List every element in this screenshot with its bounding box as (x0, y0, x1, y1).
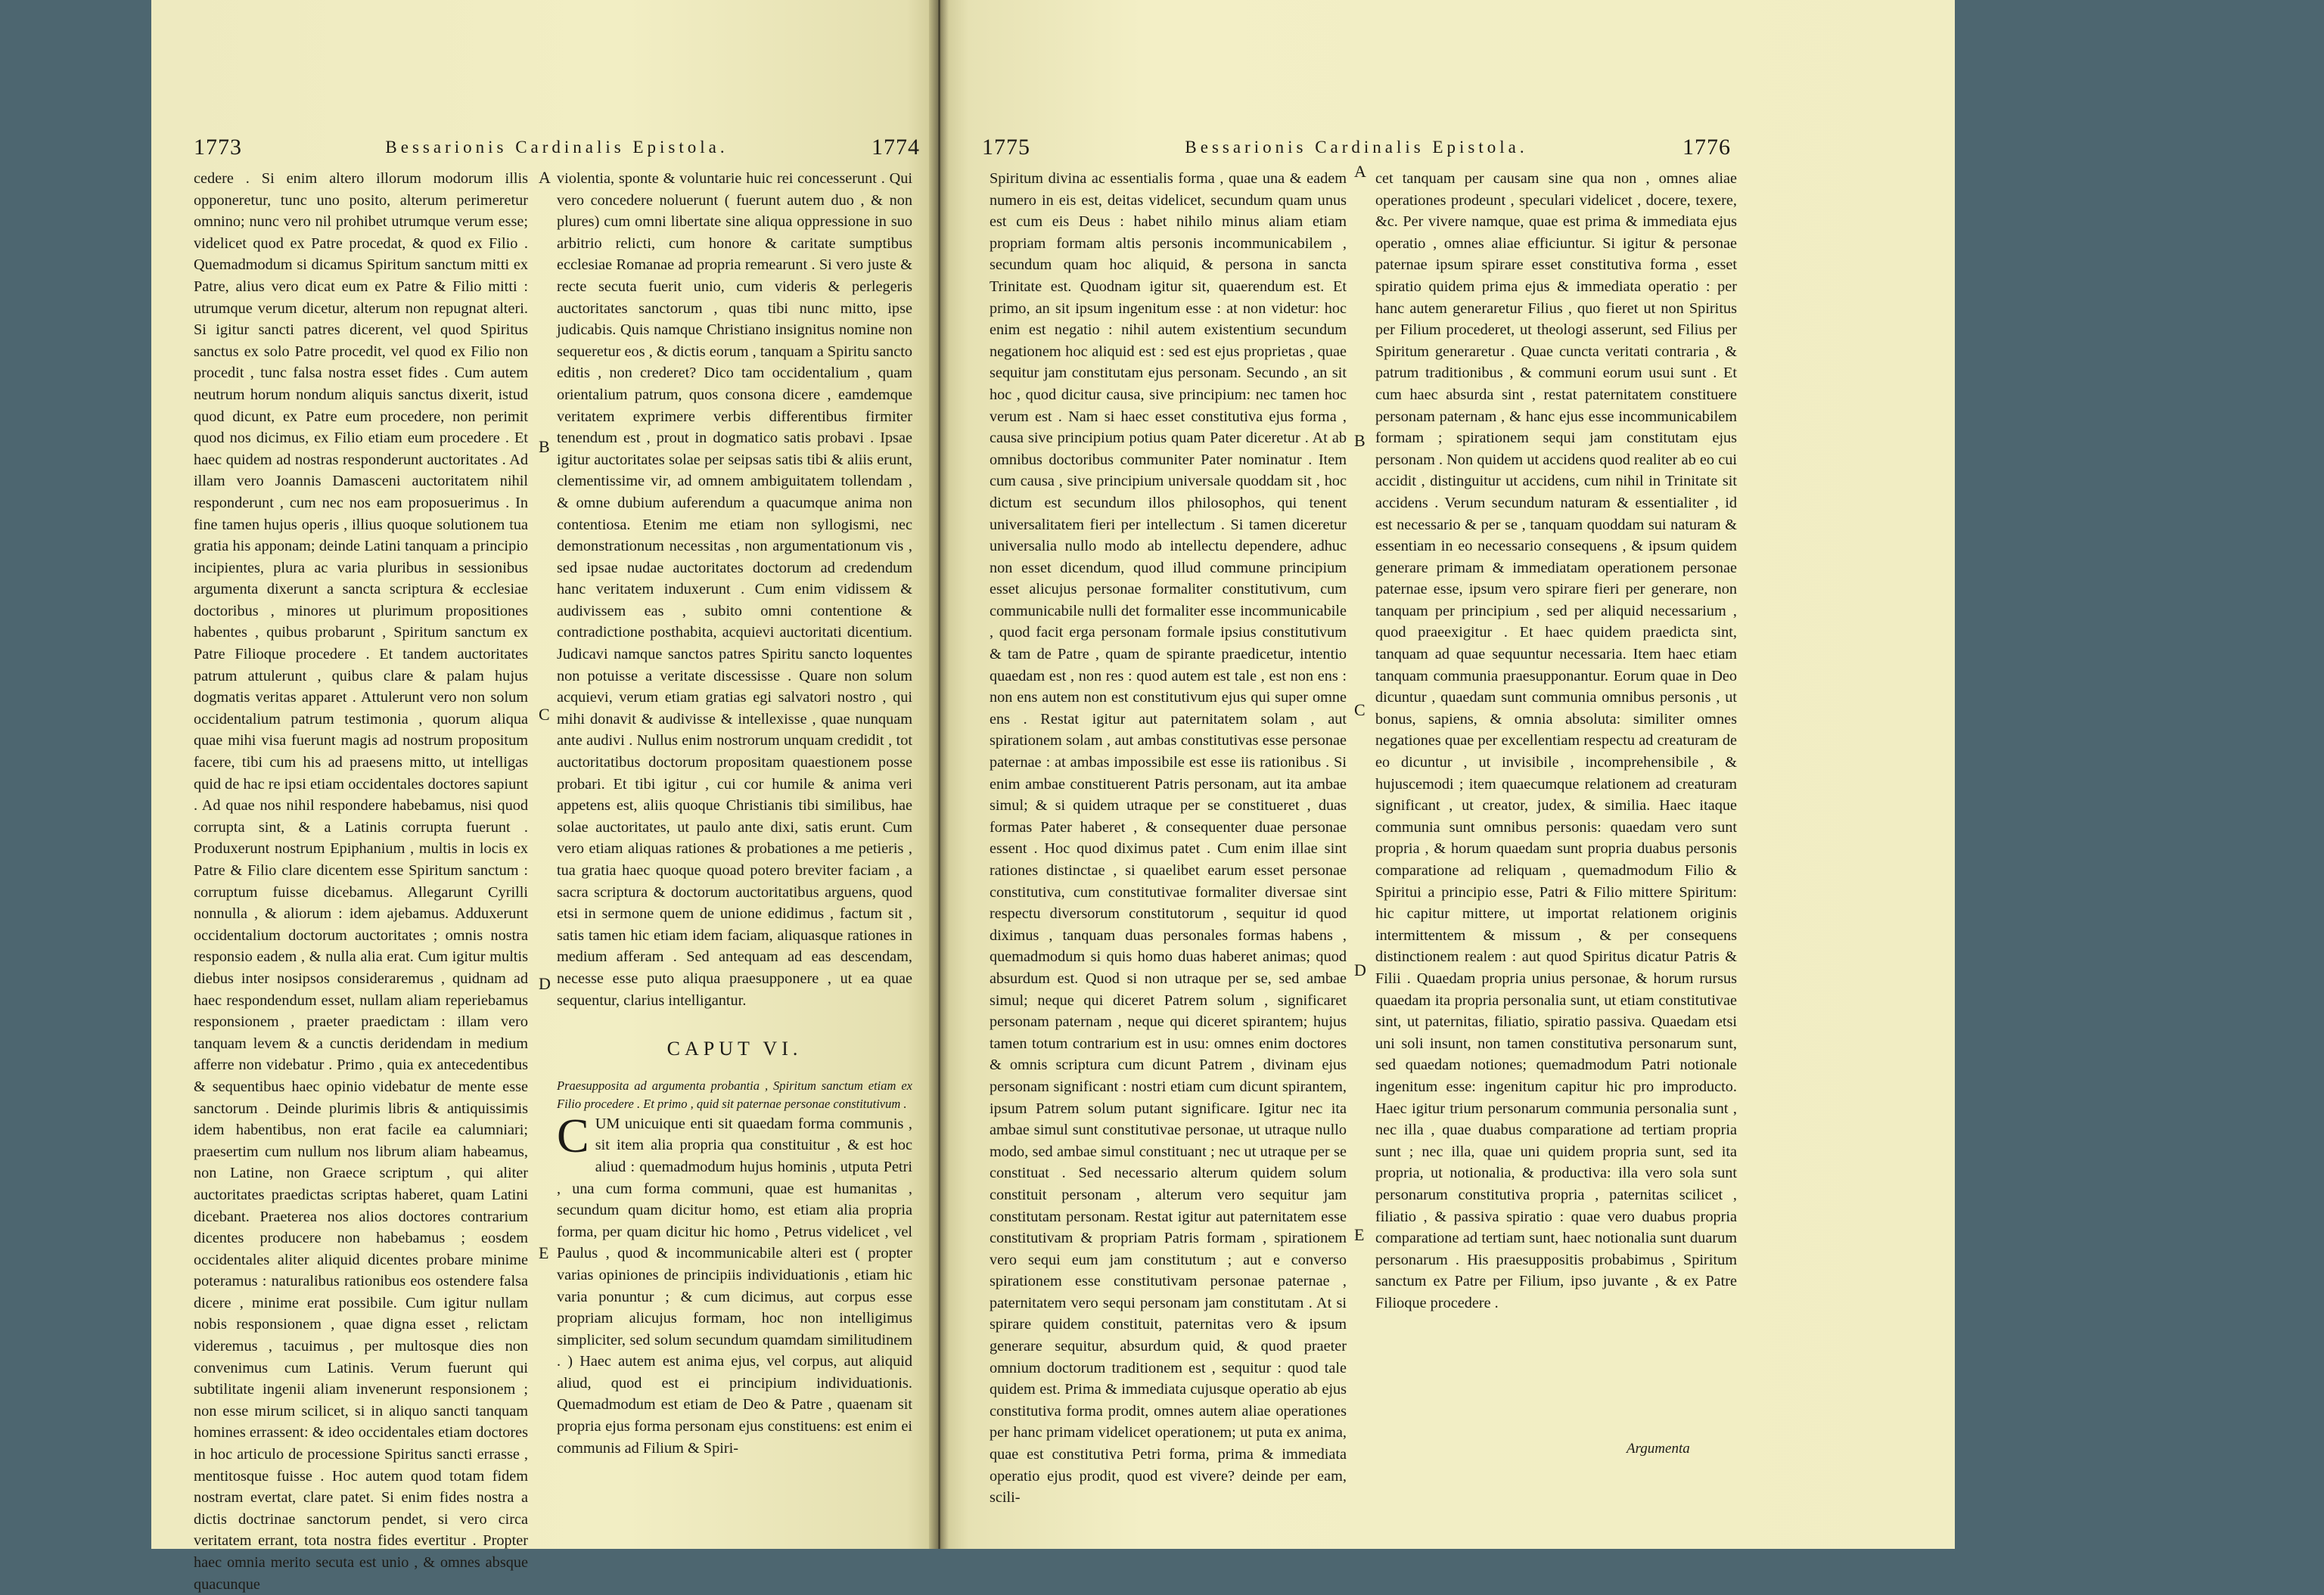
right-page-header (982, 129, 1731, 166)
book-gutter (929, 0, 949, 1549)
column-text: violentia, sponte & voluntarie huic rei concesserunt . Qui vero concedere noluerunt ( fuerunt autem duo , & non plures) cum omni libertate sine aliqua oppressione in suo arbitrio relicti, cum honore & caritate sumptibus ecclesiae Romanae ad propria remearunt . Si vero juste & recte secuta fuerit unio, cum videris & perlegeris auctoritates sanctorum , quas tibi nunc mitto, ipse judicabis. Quis namque Christiano insignitus nomine non sequeretur eos , & dictis eorum , tanquam a Spiritu sancto editis , non crederet? Dico tam occidentalium , quam orientalium patrum, quos consona dicere , eamdemque veritatem exprimere verbis differentibus firmiter tenendum est , prout in dogmatico satis probavi . Ipsae igitur auctoritates solae per seipsas satis tibi & aliis erunt, clementissime vir, ad omnem ambiguitatem tollendam , & omne dubium auferendum a quacumque anima non contentiosa. Etenim me etiam non syllogismi, nec demonstrationum necessitas , non argumentationum vis , sed ipsae nudae auctoritates doctorum ad credendum hanc veritatem induxerunt . Cum enim vidissem & audivissem eas , subito omni contentione & contradictione posthabita, acquievi auctoritati dicentium. Judicavi namque sanctos patres Spiritu sancto loquentes non potuisse a veritate discessisse . Quare non solum acquievi, verum etiam gratias egi salvatori nostro , qui mihi donavit & audivisse & intellexisse , quae nunquam ante audivi . Nullus enim nostrorum unquam credidit , tot auctoritatibus doctorum propositam quaestionem posse probari. Et tibi igitur , cui cor humile & anima veri appetens est, aliis quoque Christianis tibi similibus, hae solae auctoritates, ut paulo ante dixi, satis erunt. Cum vero etiam aliquas rationes & probationes a me petieris , tua gratia haec quoque quoad potero breviter faciam , a sacra scriptura & doctorum auctoritatibus arguens, quod etsi in sermone quem de unione edidimus , factum sit , satis tamen hic etiam idem faciam, aliquasque rationes in medium afferam . Sed antequam ad eas descendam, necesse esse puto aliqua praesupponere , ut ea quae sequentur, clarius intelligantur. (557, 170, 912, 1009)
margin-marker-c: C (539, 705, 550, 724)
running-title-right: Bessarionis Cardinalis Epistola. (1185, 138, 1528, 157)
column-text: Spiritum divina ac essentialis forma , quae una & eadem numero in eis est, deitas videlicet, secundum quam unus est cum eis Deus : habet nihilo minus aliam etiam propriam formam altis personis incommunicabilem , secundum quam hoc aliquid, & persona in sancta Trinitate est. Quodnam igitur sit, quaerendum est. Et primo, an sit ipsum ingenitum esse : at non videtur: hoc enim est negatio : nihil autem existentium secundum negationem hoc aliquid est : sed est ejus proprietas , quae sequitur jam constitutam ejus personam. Secundo , an sit hoc , quod dicitur causa, sive principium: nec tamen hoc verum est . Nam si haec esset constitutiva ejus forma , causa sive principium potius quam Pater diceretur . At ab omnibus doctoribus communiter Pater nominatur . Item cum causa , sive principium universale quoddam sit , hoc dictum est secundum illos philosophos, qui tenent universalitatem fieri per intellectum . Si tamen diceretur universalia nullo modo ab intellectu dependere, adhuc non esset dicendum, quod illud commune principium esset alicujus personae formaliter constitutivum, cum communicabile nulli det formaliter esse incommunicabile , quod facit erga personam formale ipsius constitutivum & tam de Patre , quam de spirante praedicetur, intentio quaedam est , non res : quod autem est tale , est non ens : non ens autem non est constitutivum ejus qui super omne ens . Restat igitur aut paternitatem solam , aut spirationem solam , aut ambas constitutivas esse personae paternae : at ambas impossibile est esse iis rationibus . Si enim ambae constituerent Patris personam, aut ita ambae simul; & si quidem utraque per se constitueret , duas formas Pater haberet , & consequenter duae personae essent . Hoc quod diximus patet . Cum enim illae sint rationes distinctae , si quaelibet earum esset personae constitutiva, cum constitutivae formaliter diversae sint respectu diversorum constitutorum , sequitur id quod diximus , tanquam duas personales formas habens , quemadmodum si quis homo duas haberet animas; quod absurdum est. Quod si non utraque per se, sed ambae simul; neque qui diceret Patrem solum , significaret personam paternam , neque qui diceret spirantem; hujus tamen totum contrarium est in usu: omnes enim doctores & omnis scriptura cum dicunt Patrem , divinam ejus personam significant : nostri etiam cum dicunt spirantem, ipsum Patrem solum putant significare. Igitur nec ita ambae simul sunt constitutivae personae, ut utraque nullo modo, sed ambae simul constituant ; nec ut utraque per se constituat . Sed necessario alterum quidem solum constituit personam , alterum vero sequitur jam constitutam personam. Restat igitur aut paternitatem esse constitutivam & propriam Patris formam , spirationem vero sequi eum jam constitutum ; aut e converso spirationem esse constitutivam personae paternae , paternitatem vero sequi personam jam constitutam . At si spirare quidem constituit, paternitas vero & ipsum generare sequitur, absurdum quid, & quod praeter omnium doctorum traditionem est , sequitur : quod tale quidem est. Prima & immediata cujusque operatio ab ejus constitutiva forma prodit, omnes autem aliae operationes per hanc primam videlicet operationem; ut puta ex anima, quae est constitutiva Petri forma, prima & immediata operatio ejus prodit, quod est vivere? deinde per eam, scili- (990, 170, 1347, 1507)
margin-marker-b: B (539, 437, 550, 456)
margin-marker-a: A (539, 168, 551, 187)
margin-marker-b: B (1354, 431, 1366, 450)
margin-marker-d: D (1354, 960, 1366, 979)
chapter-summary: Praesupposita ad argumenta probantia , Spiritum sanctum etiam ex Filio procedere . Et primo , quid sit paternae personae constitutivum . (557, 1078, 912, 1111)
running-title-left: Bessarionis Cardinalis Epistola. (385, 138, 729, 157)
page-number-1775: 1775 (982, 135, 1030, 160)
margin-marker-c: C (1354, 700, 1366, 719)
left-page-header (194, 129, 920, 166)
left-page-column-2 (557, 168, 912, 1459)
margin-marker-d: D (539, 974, 551, 993)
column-text: cet tanquam per causam sine qua non , omnes aliae operationes prodeunt , speculari videlicet , docere, texere, &c. Per vivere namque, quae est prima & immediata ejus operatio , omnes aliae efficiuntur. Si igitur & personae paternae ipsum spirare esset constitutiva forma , esset spiratio quidem prima ejus & immediata operatio : per hanc autem generaretur Filius , quo fieret ut non Spiritus per Filium procederet, ut theologi asserunt, sed Filius per Spiritum generaretur . Quae cuncta veritati contraria , & patrum traditionibus , & communi eorum usui sunt . Et cum haec absurda sint , restat paternitatem constituere personam paternam , & hanc ejus esse incommunicabilem formam ; spirationem sequi jam constitutam ejus personam . Non quidem ut accidens quod realiter ab eo cui accidit , distinguitur ut accidens, cum nihil in Trinitate sit accidens . Verum secundum naturam & essentialiter , id est necessario & per se , tanquam quoddam sui naturam & essentiam in eo necessario consequens , & ipsum quidem generare primam & immediatam operationem personae paternae esse, ipsum vero spirare fieri per generare, non tanquam per principium , sed per aliquid necessarium , quod praeexigitur . Et haec quidem praedicta sint, tanquam ad quae sequuntur necessaria. Item haec etiam tanquam communia praesupponantur. Eorum quae in Deo dicuntur , quaedam sunt communia omnibus personis , ut bonus, sapiens, & omnia absoluta: similiter omnes negationes quae per excellentiam respectu ad creaturam de eo dicuntur , ut invisibile , incomprehensibile , & hujuscemodi ; item quaecumque relationem ad creaturam significant , ut creator, judex, & similia. Haec itaque communia sunt omnibus personis: quaedam vero sunt propria , & horum quaedam sunt propria duabus personis comparatione ad reliquam , quemadmodum Filio & Spiritui a principio esse, Patri & Filio mittere Spiritum: hic capitur mittere, ut importat relationem originis intermittentem & missum , & per consequens distinctionem realem : aut quod Spiritus dicatur Patris & Filii . Quaedam propria unius personae, & horum rursus quaedam ita propria personalia sunt, ut etiam constitutivae sint, ut paternitas, filiatio, spiratio passiva. Quaedam etsi uni soli insunt, non tamen constitutiva personarum sunt, sed quaedam notiones; quemadmodum Patri notionale ingenitum esse: ingenitum capitur hic pro improducto. Haec igitur trium personarum communia personalia sunt , nec illa , quae duabus comparatione ad tertiam propria sunt ; nec illa, quae uni quidem propria sunt, sed ita propria, ut notionalia, & productiva: illa vero sola sunt personarum constitutiva propria , paternitas scilicet , filiatio , & passiva spiratio : quae vero duabus propria comparatione ad tertiam sunt, haec notionalia sunt duarum personarum . His praesuppositis probabimus , Spiritum sanctum ex Patre per Filium, ipso juvante , & ex Patre Filioque procedere . (1375, 170, 1737, 1311)
right-page-column-1 (990, 168, 1347, 1509)
margin-marker-a: A (1354, 162, 1366, 181)
page-number-1776: 1776 (1682, 135, 1731, 160)
margin-marker-e: E (1354, 1225, 1365, 1244)
page-number-1773: 1773 (194, 135, 242, 160)
page-number-1774: 1774 (872, 135, 920, 160)
margin-marker-e: E (539, 1243, 549, 1262)
left-page-column-1 (194, 168, 528, 1595)
catchword: Argumenta (1626, 1441, 1690, 1457)
chapter-opening-text: CUM unicuique enti sit quaedam forma communis , sit item alia propria qua constituitur , & est hoc aliud : quemadmodum hujus hominis , utputa Petri , una cum forma communi, quae est humanitas , secundum quam dicitur homo, est etiam alia propria forma, per quam dicitur hic homo , Petrus videlicet , vel Paulus , quod & incommunicabile alteri est ( propter varias opiniones de principiis individuationis , etiam hic varia ponuntur ; & cum dicimus, aut corpus esse propriam alicujus formam, hoc non intelligimus simpliciter, sed solum secundum quamdam similitudinem . ) Haec autem est anima ejus, vel corpus, aut aliquid aliud, quod est ei principium individuationis. Quemadmodum est etiam de Deo & Patre , quaenam sit propria ejus forma personam ejus constituens: est enim ei communis ad Filium & Spiri- (557, 1108, 912, 1457)
column-text: cedere . Si enim altero illorum modorum illis opponeretur, tunc uno posito, alterum perimeretur omnino; nunc vero nil prohibet utrumque verum esse; videlicet quod ex Patre procedat, & quod ex Filio . Quemadmodum si dicamus Spiritum sanctum mitti ex Patre, alius vero dicat eum ex Patre & Filio mitti : utrumque verum dicetur, alterum non repugnat alteri. Si igitur sancti patres dicerent, vel quod Spiritus sanctus ex solo Patre procedit, vel quod ex Filio non procedit , tunc falsa nostra esset fides . Cum autem neutrum horum nondum aliquis sanctus dixerit, istud quod dicunt, ex Patre eum procedere, non perimit quod nos dicimus, ex Filio etiam eum procedere . Et haec quidem ad nostras responderunt auctoritates . Ad illam vero Joannis Damasceni auctoritatem nihil responderunt , cum nec nos eam proposuerimus . In fine tamen hujus operis , illius quoque solutionem tua gratia his apponam; deinde Latini tanquam a principio incipientes, plura ac varia pluribus in sessionibus argumenta dixerunt a sancta scriptura & ecclesiae doctoribus , minores ut plurimum propositiones habentes , quibus probarunt , Spiritum sanctum ex Patre Filioque procedere . Et tandem auctoritates patrum attulerunt , quibus clare & palam hujus dogmatis veritas apparet . Attulerunt vero non solum occidentalium patrum testimonia , quorum aliqua quae mihi visa fuerunt magis ad nostrum propositum facere, tibi cum his ad praesens mitto, ut intelligas quid de hac re ipsi etiam occidentales doctores sapiunt . Ad quae nos nihil respondere habebamus, nisi quod corrupta sint, & a Latinis corrupta fuerunt . Produxerunt nostrum Epiphanium , multis in locis ex Patre & Filio clare dicentem esse Spiritum sanctum : corruptum fuisse dicebamus. Allegarunt Cyrilli nonnulla , & aliorum : idem ajebamus. Adduxerunt occidentalium doctorum auctoritates ; omnis nostra responsio eadem , & nulla alia erat. Cum igitur multis diebus inter nosipsos consideraremus , quidnam ad haec respondendum esset, nullam aliam reperiebamus responsionem , praeter praedictam : illam vero tanquam levem & a cunctis deridendam in medium afferre non videbatur . Primo , quia ex antecedentibus & sequentibus haec opinio videbatur de mente esse sanctorum . Deinde plurimis libris & antiquissimis idem habentibus, non erat facile ea calumniari; praesertim cum nullum nos librum aliam habeamus, non Latine, non Graece scriptum , qui aliter auctoritates praedictas scriptas haberet, quam Latini dicebant. Praeterea nos alios doctores contrarium dicentes producere non habebamus ; eosdem occidentales aliter aliquid dicentes probare minime poteramus : naturalibus rationibus eos ostendere falsa dicere , minime erat possibile. Cum igitur nullam nobis responsionem , quae digna esset , relictam videremus , tacuimus , per multosque dies non convenimus cum Latinis. Verum fuerunt qui subtilitate ingenii aliam invenerunt responsionem ; non esse mirum scilicet, si in aliquo sancti tanquam homines errassent: & ideo occidentales etiam doctores in hoc articulo de processione Spiritus sancti errasse , mentitosque fuisse . Hoc autem quod totam fidem nostram evertat, clare patet. Si enim fides nostra a dictis doctrinae sanctorum pendet, si vero circa veritatem errant, tota nostra fides evertitur . Propter haec omnia merito secuta est unio , & omnes absque quacunque (194, 170, 528, 1593)
right-page-column-2 (1375, 168, 1737, 1314)
chapter-heading: CAPUT VI. (666, 1038, 803, 1060)
